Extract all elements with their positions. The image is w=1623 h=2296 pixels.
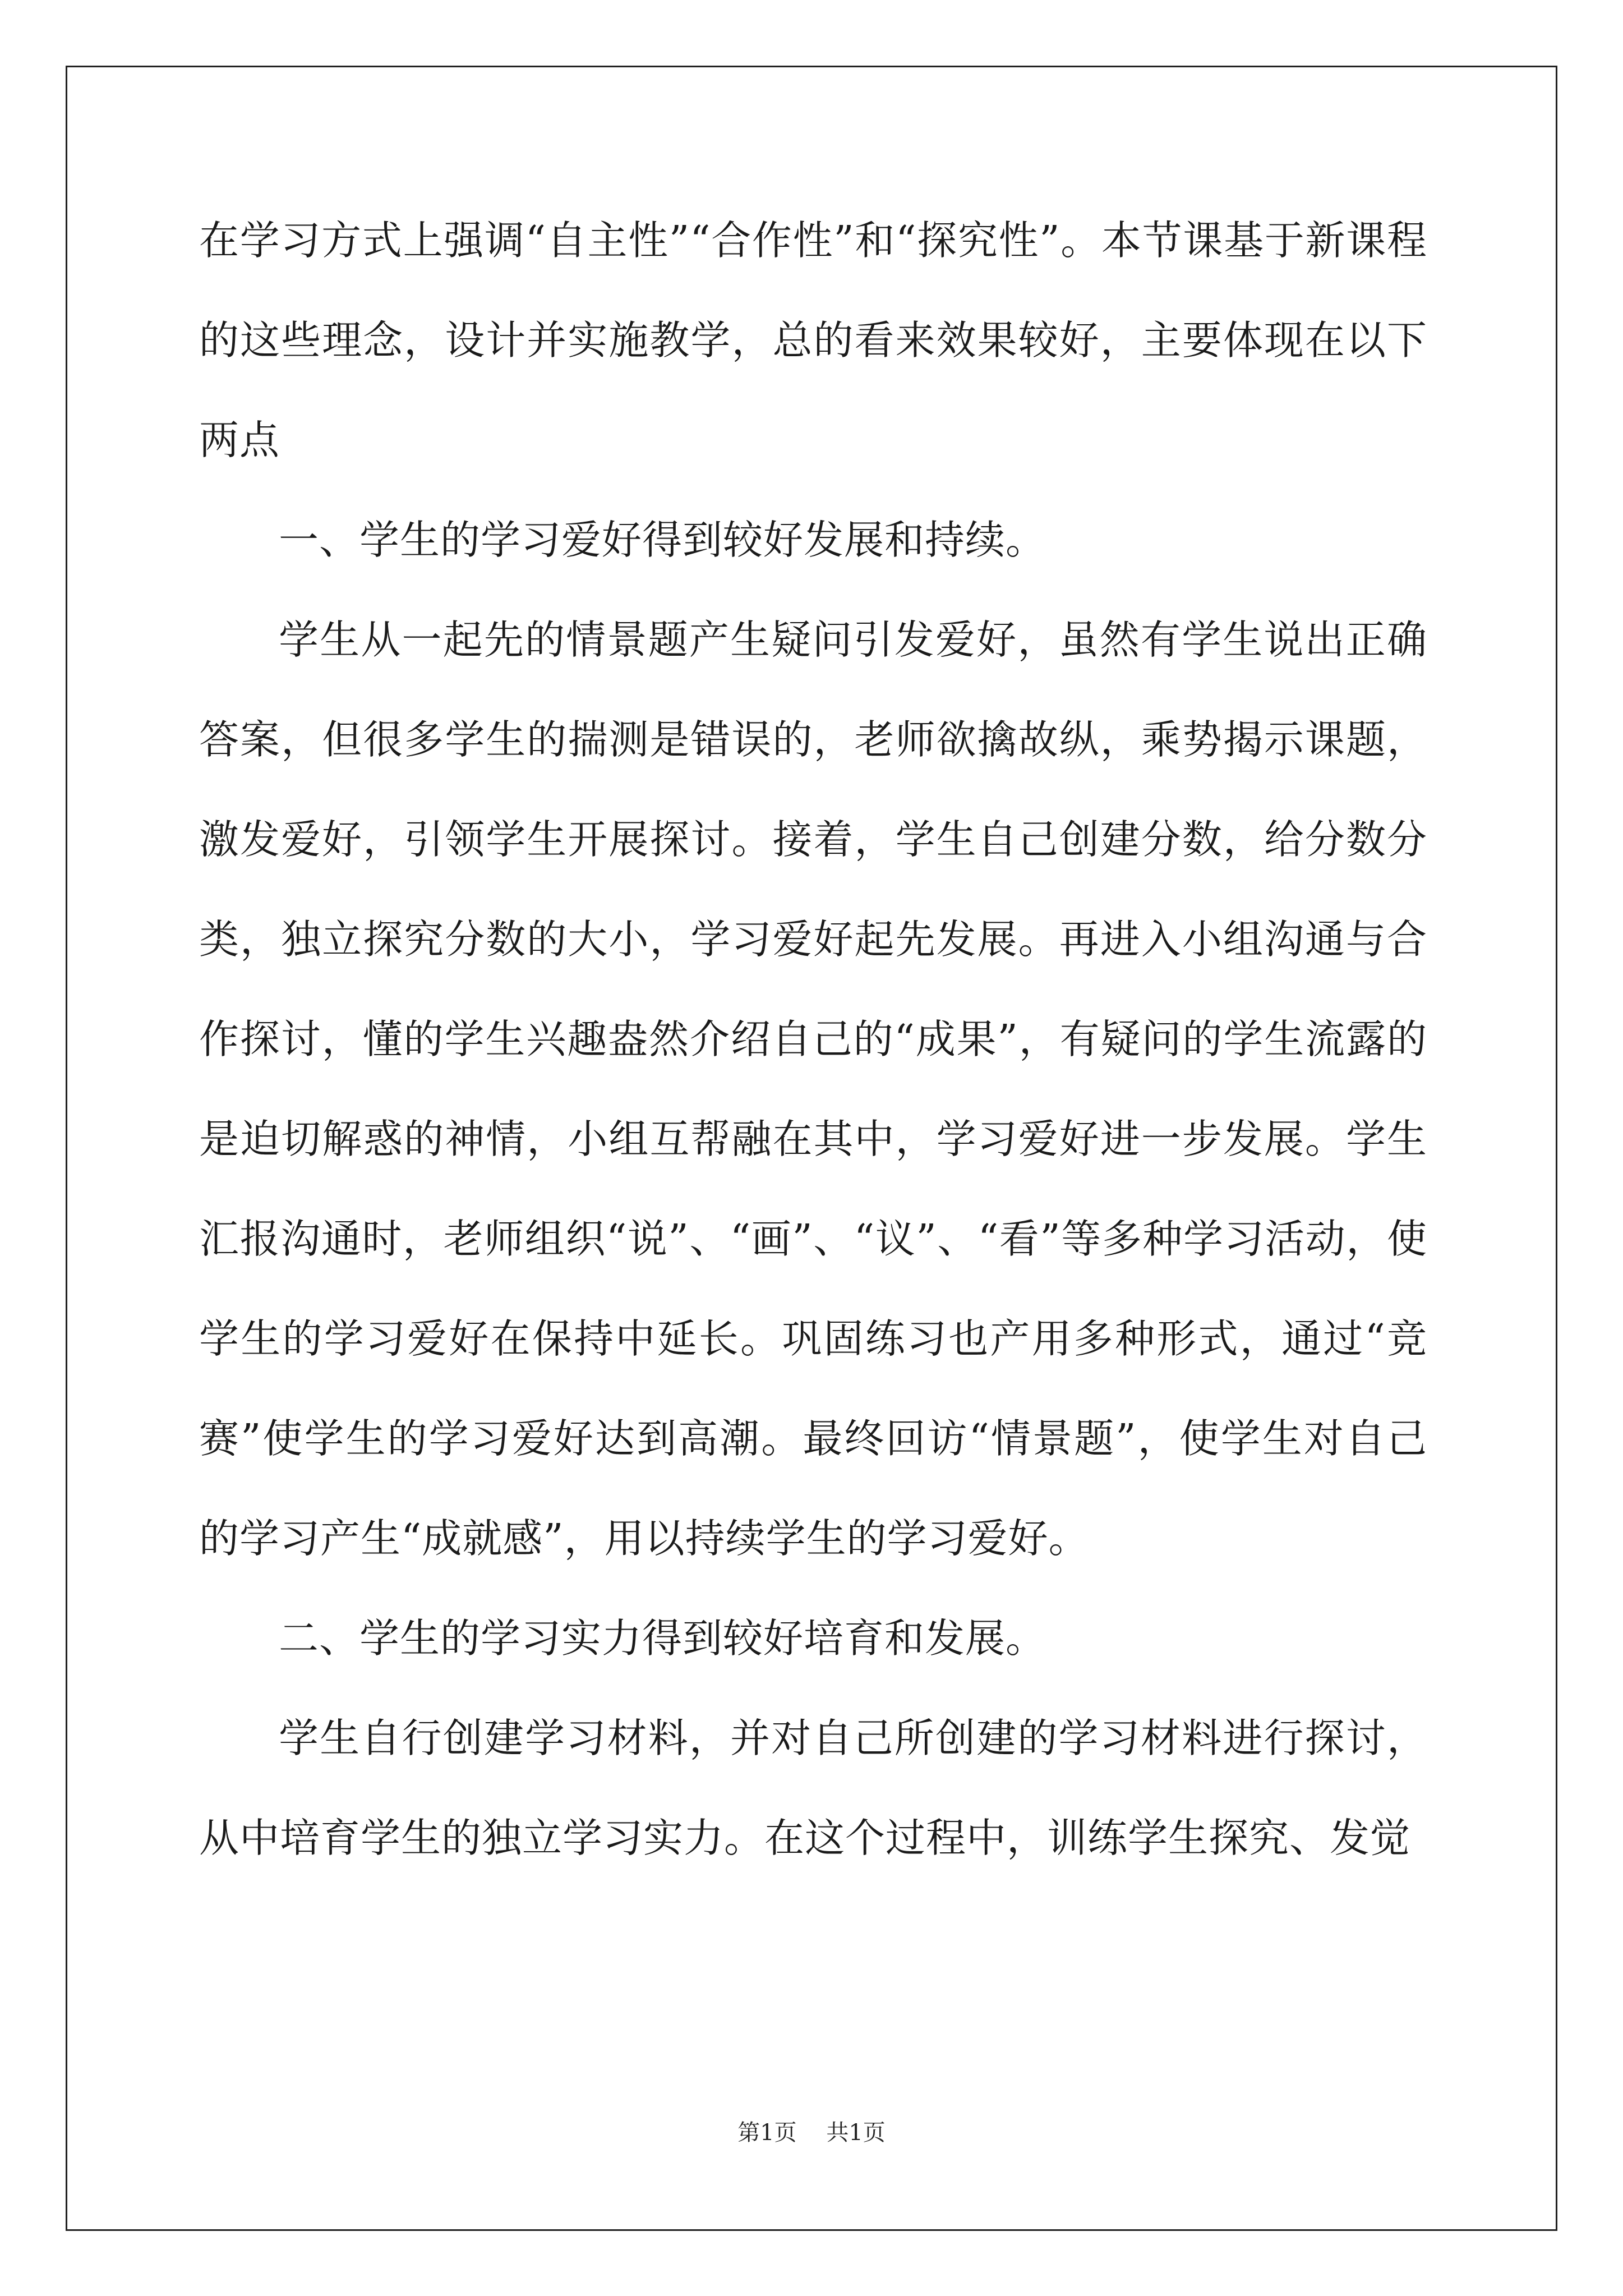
section-heading-2: 二、学生的学习实力得到较好培育和发展。 xyxy=(279,1615,1046,1662)
paragraph-intro: 在学习方式上强调“自主性”“合作性”和“探究性”。本节课基于新课程的这些理念，设计并实施教学，总的看来效果较好，主要体现在以下两点 xyxy=(199,217,1427,463)
page-total: 共1页 xyxy=(826,2120,886,2146)
paragraph-section-1: 学生从一起先的情景题产生疑问引发爱好，虽然有学生说出正确答案，但很多学生的揣测是错误的，老师欲擒故纵，乘势揭示课题，激发爱好，引领学生开展探讨。接着，学生自己创建分数，给分数分类，独立探究分数的大小，学习爱好起先发展。再进入小组沟通与合作探讨，懂的学生兴趣盎然介绍自己的“成果”，有疑问的学生流露的是迫切解惑的神情，小组互帮融在其中，学习爱好进一步发展。学生汇报沟通时，老师组织“说”、“画”、“议”、“看”等多种学习活动，使学生的学习爱好在保持中延长。巩固练习也产用多种形式，通过“竞赛”使学生的学习爱好达到高潮。最终回访“情景题”，使学生对自己的学习产生“成就感”，用以持续学生的学习爱好。 xyxy=(199,616,1427,1562)
paragraph-section-2: 学生自行创建学习材料，并对自己所创建的学习材料进行探讨，从中培育学生的独立学习实力。在这个过程中，训练学生探究、发觉 xyxy=(199,1715,1427,1861)
document-body xyxy=(199,191,1427,1888)
page-footer xyxy=(0,2115,1623,2147)
page-number: 第1页 xyxy=(737,2120,797,2146)
section-heading-1: 一、学生的学习爱好得到较好发展和持续。 xyxy=(279,517,1046,563)
